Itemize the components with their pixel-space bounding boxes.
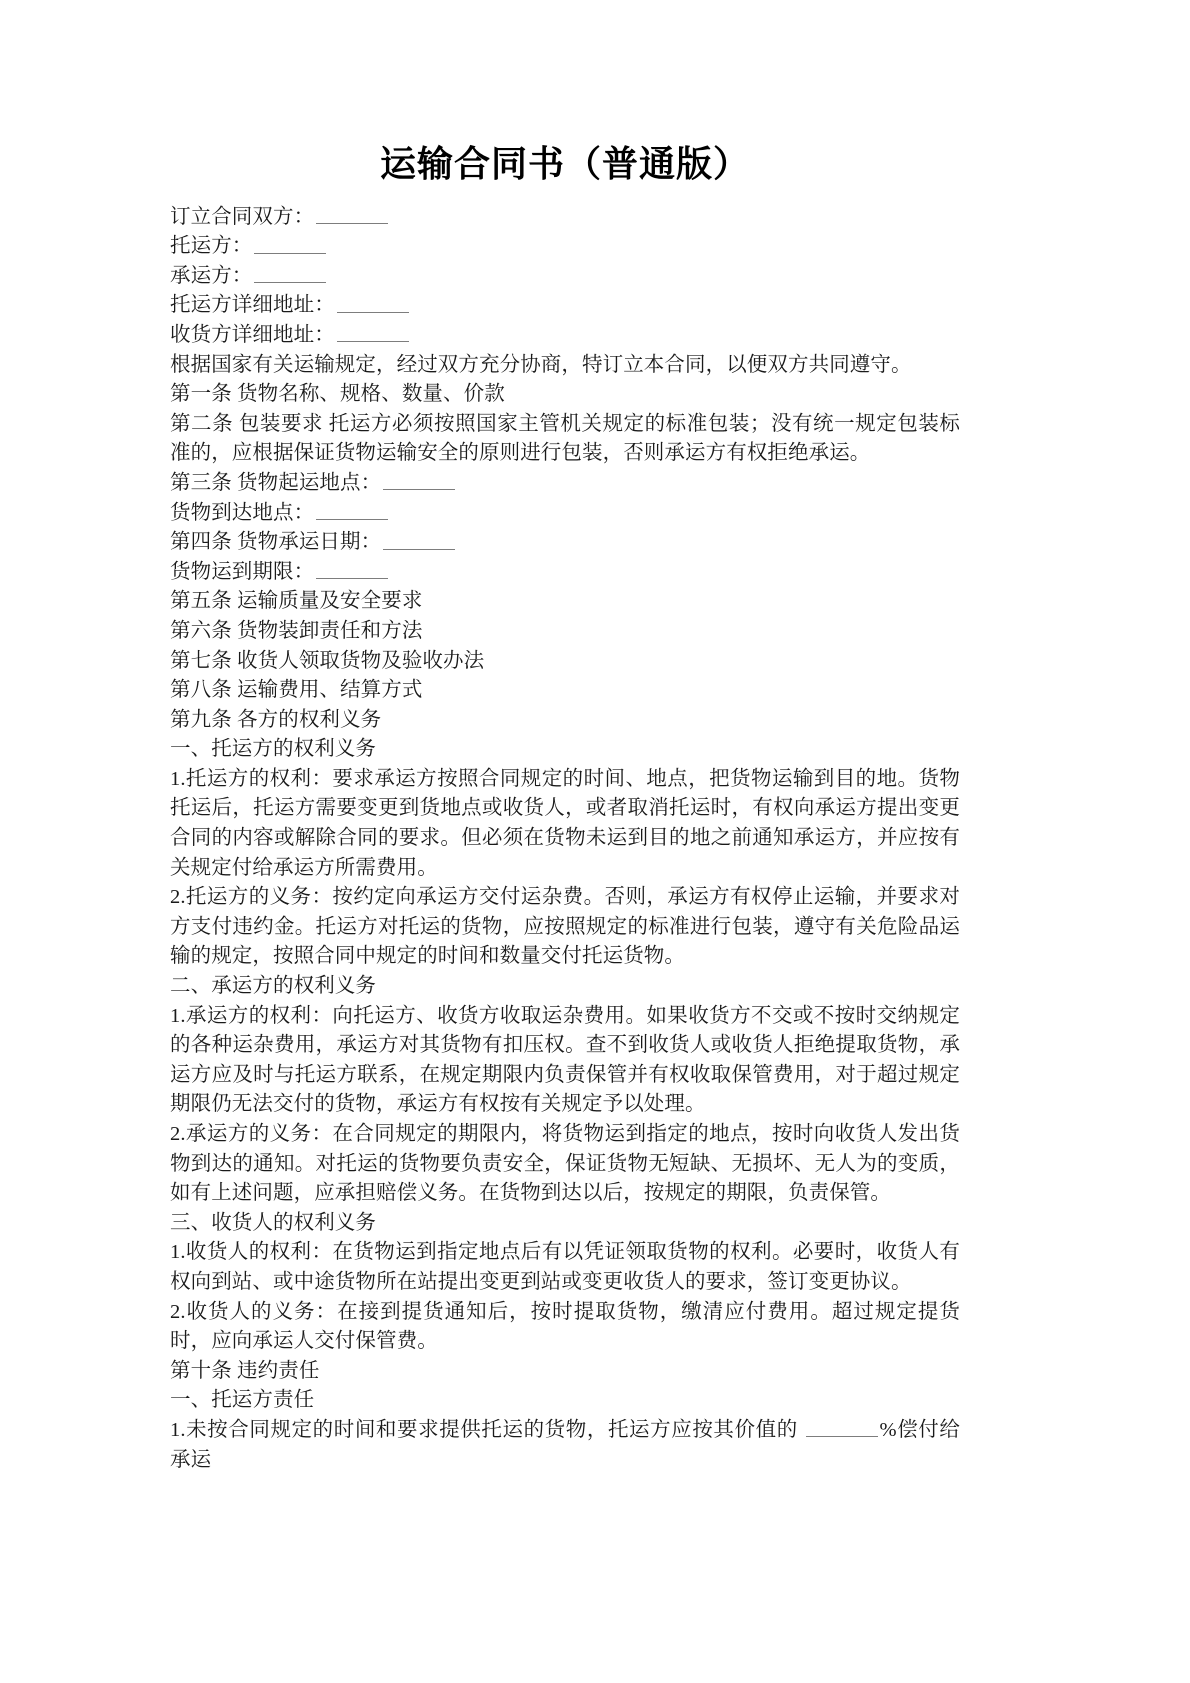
doc-line-consignor-address	[170, 291, 960, 321]
line-text: 二、承运方的权利义务	[170, 975, 376, 998]
page-title: 运输合同书（普通版）	[379, 144, 750, 184]
doc-line-carrier	[170, 262, 960, 292]
fill-in-blank[interactable]	[316, 559, 388, 579]
doc-line-consignee-duties	[170, 1298, 960, 1357]
line-text: 承运方：	[170, 264, 253, 287]
doc-line-consignor-duties	[170, 883, 960, 972]
doc-line-article-1	[170, 380, 960, 410]
fill-in-blank[interactable]	[383, 471, 455, 491]
doc-line-delivery-deadline	[170, 558, 960, 588]
doc-line-article-8	[170, 676, 960, 706]
line-text: 托运方：	[170, 235, 253, 258]
line-text: 一、托运方责任	[170, 1389, 315, 1412]
fill-in-blank[interactable]	[806, 1418, 878, 1438]
doc-line-article-6	[170, 617, 960, 647]
doc-line-article-4	[170, 528, 960, 558]
doc-line-article-2	[170, 410, 960, 469]
line-text: 1.未按合同规定的时间和要求提供托运的货物，托运方应按其价值的	[170, 1418, 804, 1441]
doc-line-arrival-place	[170, 499, 960, 529]
doc-line-carrier-rights	[170, 1002, 960, 1120]
doc-line-article-10	[170, 1357, 960, 1387]
line-text: 货物到达地点：	[170, 501, 315, 524]
line-text: 收货方详细地址：	[170, 323, 335, 346]
document-body	[170, 140, 960, 1475]
fill-in-blank[interactable]	[337, 323, 409, 343]
doc-line-article-9	[170, 706, 960, 736]
doc-line-breach-item-1	[170, 1416, 960, 1475]
line-text: 第十条 违约责任	[170, 1359, 320, 1382]
line-text: 第七条 收货人领取货物及验收办法	[170, 649, 485, 672]
doc-line-consignor-rights	[170, 765, 960, 883]
line-text: 第三条 货物起运地点：	[170, 471, 382, 494]
line-text: 订立合同双方：	[170, 205, 315, 228]
doc-line-article-7	[170, 647, 960, 677]
line-text: 货物运到期限：	[170, 560, 315, 583]
fill-in-blank[interactable]	[254, 263, 326, 283]
doc-line-consignee-rights	[170, 1238, 960, 1297]
doc-line-parties	[170, 203, 960, 233]
line-text: 2.托运方的义务：按约定向承运方交付运杂费。否则，承运方有权停止运输，并要求对方支付违约金。托运方对托运的货物，应按照规定的标准进行包装，遵守有关危险品运输的规定，按照合同中规定的时间和数量交付托运货物。	[170, 886, 960, 968]
line-text: 1.承运方的权利：向托运方、收货方收取运杂费用。如果收货方不交或不按时交纳规定的各种运杂费用，承运方对其货物有扣压权。查不到收货人或收货人拒绝提取货物，承运方应及时与托运方联系，在规定期限内负责保管并有权收取保管费用，对于超过规定期限仍无法交付的货物，承运方有权按有关规定予以处理。	[170, 1004, 960, 1116]
line-text: 第一条 货物名称、规格、数量、价款	[170, 383, 505, 406]
line-text: 根据国家有关运输规定，经过双方充分协商，特订立本合同，以便双方共同遵守。	[170, 353, 912, 376]
document-lines	[170, 203, 960, 1476]
line-text: 第五条 运输质量及安全要求	[170, 590, 423, 613]
doc-line-article-3	[170, 469, 960, 499]
line-text-suffix: %偿付给承运	[170, 1418, 960, 1471]
doc-line-carrier-duties	[170, 1120, 960, 1209]
line-text: 第六条 货物装卸责任和方法	[170, 619, 423, 642]
line-text: 2.承运方的义务：在合同规定的期限内，将货物运到指定的地点，按时向收货人发出货物到达的通知。对托运的货物要负责安全，保证货物无短缺、无损坏、无人为的变质，如有上述问题，应承担赔偿义务。在货物到达以后，按规定的期限，负责保管。	[170, 1123, 960, 1205]
doc-line-article-5	[170, 587, 960, 617]
doc-line-section-1-heading	[170, 735, 960, 765]
fill-in-blank[interactable]	[383, 530, 455, 550]
fill-in-blank[interactable]	[316, 500, 388, 520]
line-text: 一、托运方的权利义务	[170, 738, 376, 761]
doc-line-section-3-heading	[170, 1209, 960, 1239]
fill-in-blank[interactable]	[316, 204, 388, 224]
line-text: 第九条 各方的权利义务	[170, 708, 382, 731]
doc-line-consignor	[170, 232, 960, 262]
line-text: 2.收货人的义务：在接到提货通知后，按时提取货物，缴清应付费用。超过规定提货时，应向承运人交付保管费。	[170, 1300, 960, 1353]
line-text: 三、收货人的权利义务	[170, 1211, 376, 1234]
line-text: 1.收货人的权利：在货物运到指定地点后有以凭证领取货物的权利。必要时，收货人有权向到站、或中途货物所在站提出变更到站或变更收货人的要求，签订变更协议。	[170, 1241, 960, 1293]
doc-line-consignee-address	[170, 321, 960, 351]
line-text: 第八条 运输费用、结算方式	[170, 679, 423, 702]
line-text: 第二条 包装要求 托运方必须按照国家主管机关规定的标准包装；没有统一规定包装标准的，应根据保证货物运输安全的原则进行包装，否则承运方有权拒绝承运。	[170, 412, 960, 465]
doc-line-section-2-heading	[170, 972, 960, 1002]
doc-line-breach-section-1-heading	[170, 1386, 960, 1416]
fill-in-blank[interactable]	[254, 234, 326, 254]
line-text: 托运方详细地址：	[170, 294, 335, 317]
doc-line-preamble	[170, 351, 960, 381]
line-text: 1.托运方的权利：要求承运方按照合同规定的时间、地点，把货物运输到目的地。货物托运后，托运方需要变更到货地点或收货人，或者取消托运时，有权向承运方提出变更合同的内容或解除合同的要求。但必须在货物未运到目的地之前通知承运方，并应按有关规定付给承运方所需费用。	[170, 767, 960, 879]
line-text: 第四条 货物承运日期：	[170, 531, 382, 554]
fill-in-blank[interactable]	[337, 293, 409, 313]
